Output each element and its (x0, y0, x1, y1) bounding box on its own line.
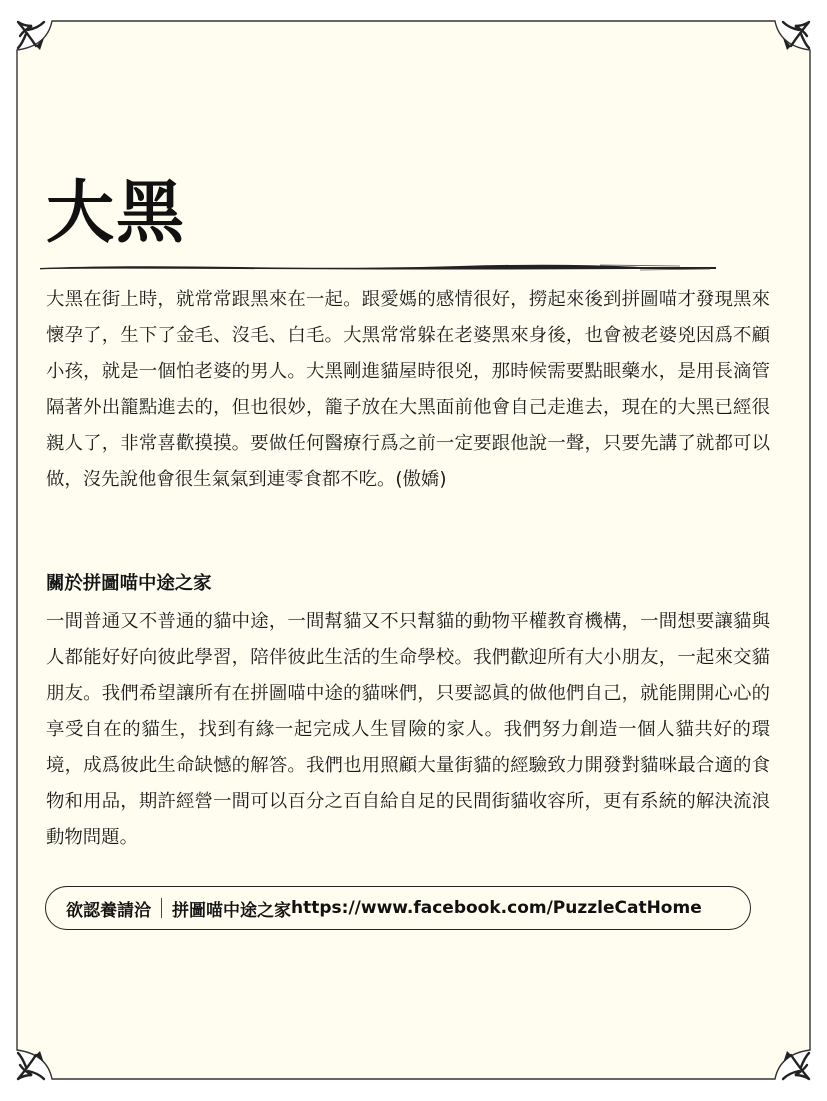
contact-pill (45, 886, 751, 930)
contact-label: 欲認養請洽 (66, 900, 151, 921)
floral-corner-ornament-icon (773, 18, 813, 58)
brush-stroke-divider (40, 262, 716, 272)
floral-corner-ornament-icon (14, 1043, 54, 1083)
cat-name-title: 大黑 (46, 174, 187, 253)
contact-org: 拼圖喵中途之家 (172, 900, 291, 921)
contact-separator (161, 898, 162, 918)
cat-bio-text: 大黑在街上時，就常常跟黑來在一起。跟愛媽的感情很好，撈起來後到拼圖喵才發現黑來懷孕了，生下了金毛、沒毛、白毛。大黑常常躲在老婆黑來身後，也會被老婆兇因爲不顧小孩，就是一個怕老婆的男人。大黑剛進貓屋時很兇，那時候需要點眼藥水，是用長滴管隔著外出籠點進去的，但也很妙，籠子放在大黑面前他會自己走進去，現在的大黑已經很親人了，非常喜歡摸摸。要做任何醫療行爲之前一定要跟他說一聲，只要先講了就都可以做，沒先說他會很生氣氣到連零食都不吃。(傲嬌) (46, 289, 770, 490)
about-body-text: 一間普通又不普通的貓中途，一間幫貓又不只幫貓的動物平權教育機構，一間想要讓貓與人都能好好向彼此學習，陪伴彼此生活的生命學校。我們歡迎所有大小朋友，一起來交貓朋友。我們希望讓所有在拼圖喵中途的貓咪們，只要認眞的做他們自己，就能開開心心的享受自在的貓生，找到有緣一起完成人生冒險的家人。我們努力創造一個人貓共好的環境，成爲彼此生命缺憾的解答。我們也用照顧大量街貓的經驗致力開發對貓咪最合適的食物和用品，期許經營一間可以百分之百自給自足的民間街貓收容所，更有系統的解決流浪動物問題。 (46, 611, 770, 848)
about-heading: 關於拼圖喵中途之家 (46, 573, 212, 594)
contact-url-link[interactable]: https://www.facebook.com/PuzzleCatHome (291, 898, 702, 918)
floral-corner-ornament-icon (14, 18, 54, 58)
floral-corner-ornament-icon (773, 1043, 813, 1083)
